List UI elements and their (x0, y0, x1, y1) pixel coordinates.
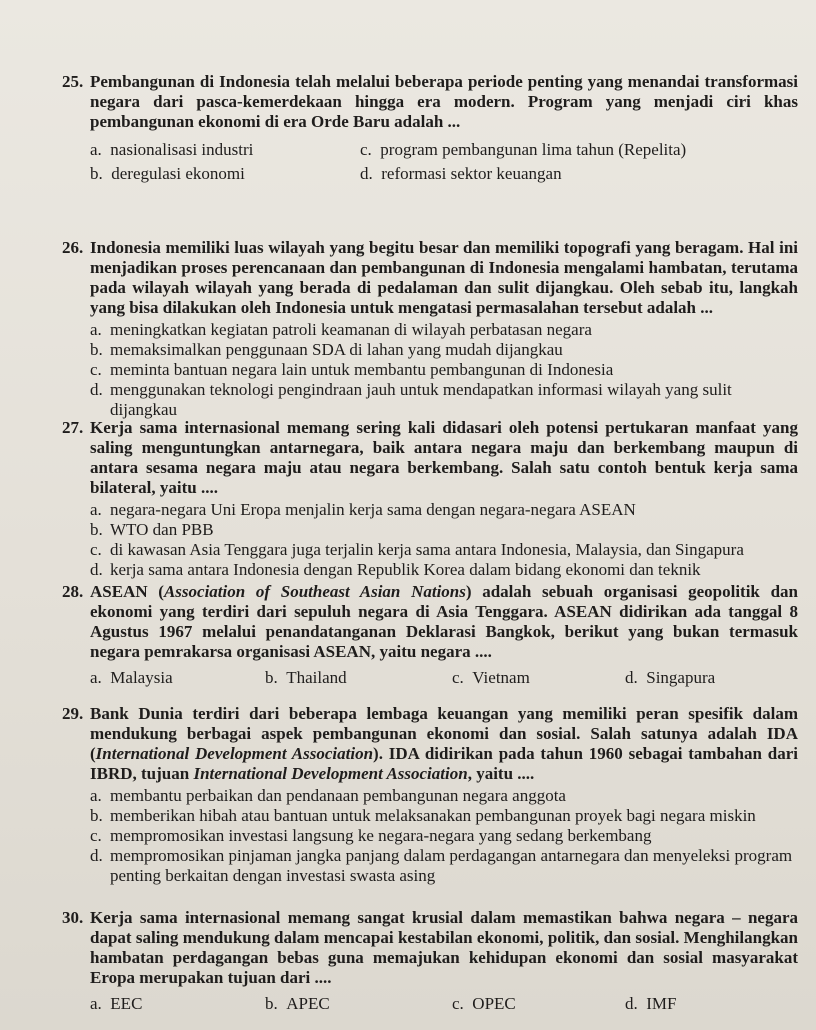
option-c[interactable]: c. OPEC (452, 994, 516, 1013)
option-c[interactable]: c. mempromosikan investasi langsung ke negara-negara yang sedang berkembang (90, 826, 652, 845)
question-27 (62, 418, 798, 580)
question-text: ASEAN (Association of Southeast Asian Nations) adalah sebuah organisasi geopolitik dan ekonomi yang terdiri dari sepuluh negara di Asia Tenggara. ASEAN didirikan ada tanggal 8 Agustus 1967 melalui penandatanganan Deklarasi Bangkok, berikut yang bukan termasuk negara pemrakarsa organisasi ASEAN, yaitu negara .... (90, 582, 798, 661)
question-25 (62, 72, 798, 184)
option-b[interactable]: b. deregulasi ekonomi (90, 164, 245, 183)
option-d[interactable]: d. IMF (625, 994, 677, 1013)
option-a[interactable]: a. negara-negara Uni Eropa menjalin kerja sama dengan negara-negara ASEAN (90, 500, 636, 519)
question-text: Kerja sama internasional memang sering kali didasari oleh potensi pertukaran manfaat yang saling menguntungkan antarnegara, baik antara negara maju dan berkembang maupun di antara sesama negara maju atau negara berkembang. Salah satu contoh bentuk kerja sama bilateral, yaitu .... (90, 418, 798, 497)
options-list (90, 320, 798, 420)
option-a[interactable]: a. nasionalisasi industri (90, 140, 254, 159)
option-d[interactable]: d. reformasi sektor keuangan (360, 164, 562, 183)
options-list (90, 500, 798, 580)
question-number: 25. (62, 72, 84, 91)
option-a[interactable]: a. membantu perbaikan dan pendanaan pembangunan negara anggota (90, 786, 566, 805)
option-d[interactable]: d. mempromosikan pinjaman jangka panjang dalam perdagangan antarnegara dan menyeleksi program penting berkaitan dengan investasi swasta asing (90, 846, 793, 885)
options-row (90, 994, 798, 1018)
question-number: 28. (62, 582, 84, 601)
option-d[interactable]: d. kerja sama antara Indonesia dengan Republik Korea dalam bidang ekonomi dan teknik (90, 560, 701, 579)
option-c[interactable]: c. Vietnam (452, 668, 530, 687)
question-number: 30. (62, 908, 84, 927)
options-grid (90, 140, 798, 184)
question-text: Kerja sama internasional memang sangat krusial dalam memastikan bahwa negara – negara dapat saling mendukung dalam mencapai kestabilan ekonomi, politik, dan sosial. Menghilangkan hambatan perdagangan bebas guna memajukan kehidupan ekonomi dan sosial masyarakat Eropa merupakan tujuan dari .... (90, 908, 798, 987)
question-text: Bank Dunia terdiri dari beberapa lembaga keuangan yang memiliki peran spesifik dalam mendukung berbagai aspek pembangunan ekonomi dan sosial. Salah satunya adalah IDA (International Development Association). IDA didirikan pada tahun 1960 sebagai tambahan dari IBRD, tujuan International Development Association, yaitu .... (90, 704, 798, 783)
option-c[interactable]: c. program pembangunan lima tahun (Repelita) (360, 140, 687, 159)
option-b[interactable]: b. APEC (265, 994, 330, 1013)
option-a[interactable]: a. meningkatkan kegiatan patroli keamanan di wilayah perbatasan negara (90, 320, 592, 339)
option-a[interactable]: a. EEC (90, 994, 143, 1013)
question-number: 26. (62, 238, 84, 257)
option-b[interactable]: b. Thailand (265, 668, 347, 687)
question-26 (62, 238, 798, 420)
option-c[interactable]: c. di kawasan Asia Tenggara juga terjalin kerja sama antara Indonesia, Malaysia, dan Singapura (90, 540, 744, 559)
option-d[interactable]: d. Singapura (625, 668, 716, 687)
question-number: 29. (62, 704, 84, 723)
question-text: Pembangunan di Indonesia telah melalui beberapa periode penting yang menandai transformasi negara dari pasca-kemerdekaan hingga era modern. Program yang menjadi ciri khas pembangunan ekonomi di era Orde Baru adalah ... (90, 72, 798, 131)
option-b[interactable]: b. memberikan hibah atau bantuan untuk melaksanakan pembangunan proyek bagi negara miskin (90, 806, 756, 825)
question-text: Indonesia memiliki luas wilayah yang begitu besar dan memiliki topografi yang beragam. Hal ini menjadikan proses perencanaan dan pembangunan di Indonesia mengalami hambatan, terutama pada wilayah wilayah yang berada di pedalaman dan sulit dijangkau. Oleh sebab itu, langkah yang bisa dilakukan oleh Indonesia untuk mengatasi permasalahan tersebut adalah ... (90, 238, 798, 317)
option-c[interactable]: c. meminta bantuan negara lain untuk membantu pembangunan di Indonesia (90, 360, 614, 379)
question-28 (62, 582, 798, 692)
options-row (90, 668, 798, 692)
option-b[interactable]: b. WTO dan PBB (90, 520, 214, 539)
option-d[interactable]: d. menggunakan teknologi pengindraan jauh untuk mendapatkan informasi wilayah yang sulit dijangkau (90, 380, 732, 419)
question-number: 27. (62, 418, 84, 437)
options-list (90, 786, 798, 886)
option-a[interactable]: a. Malaysia (90, 668, 173, 687)
option-b[interactable]: b. memaksimalkan penggunaan SDA di lahan yang mudah dijangkau (90, 340, 563, 359)
question-30 (62, 908, 798, 1018)
question-29 (62, 704, 798, 886)
